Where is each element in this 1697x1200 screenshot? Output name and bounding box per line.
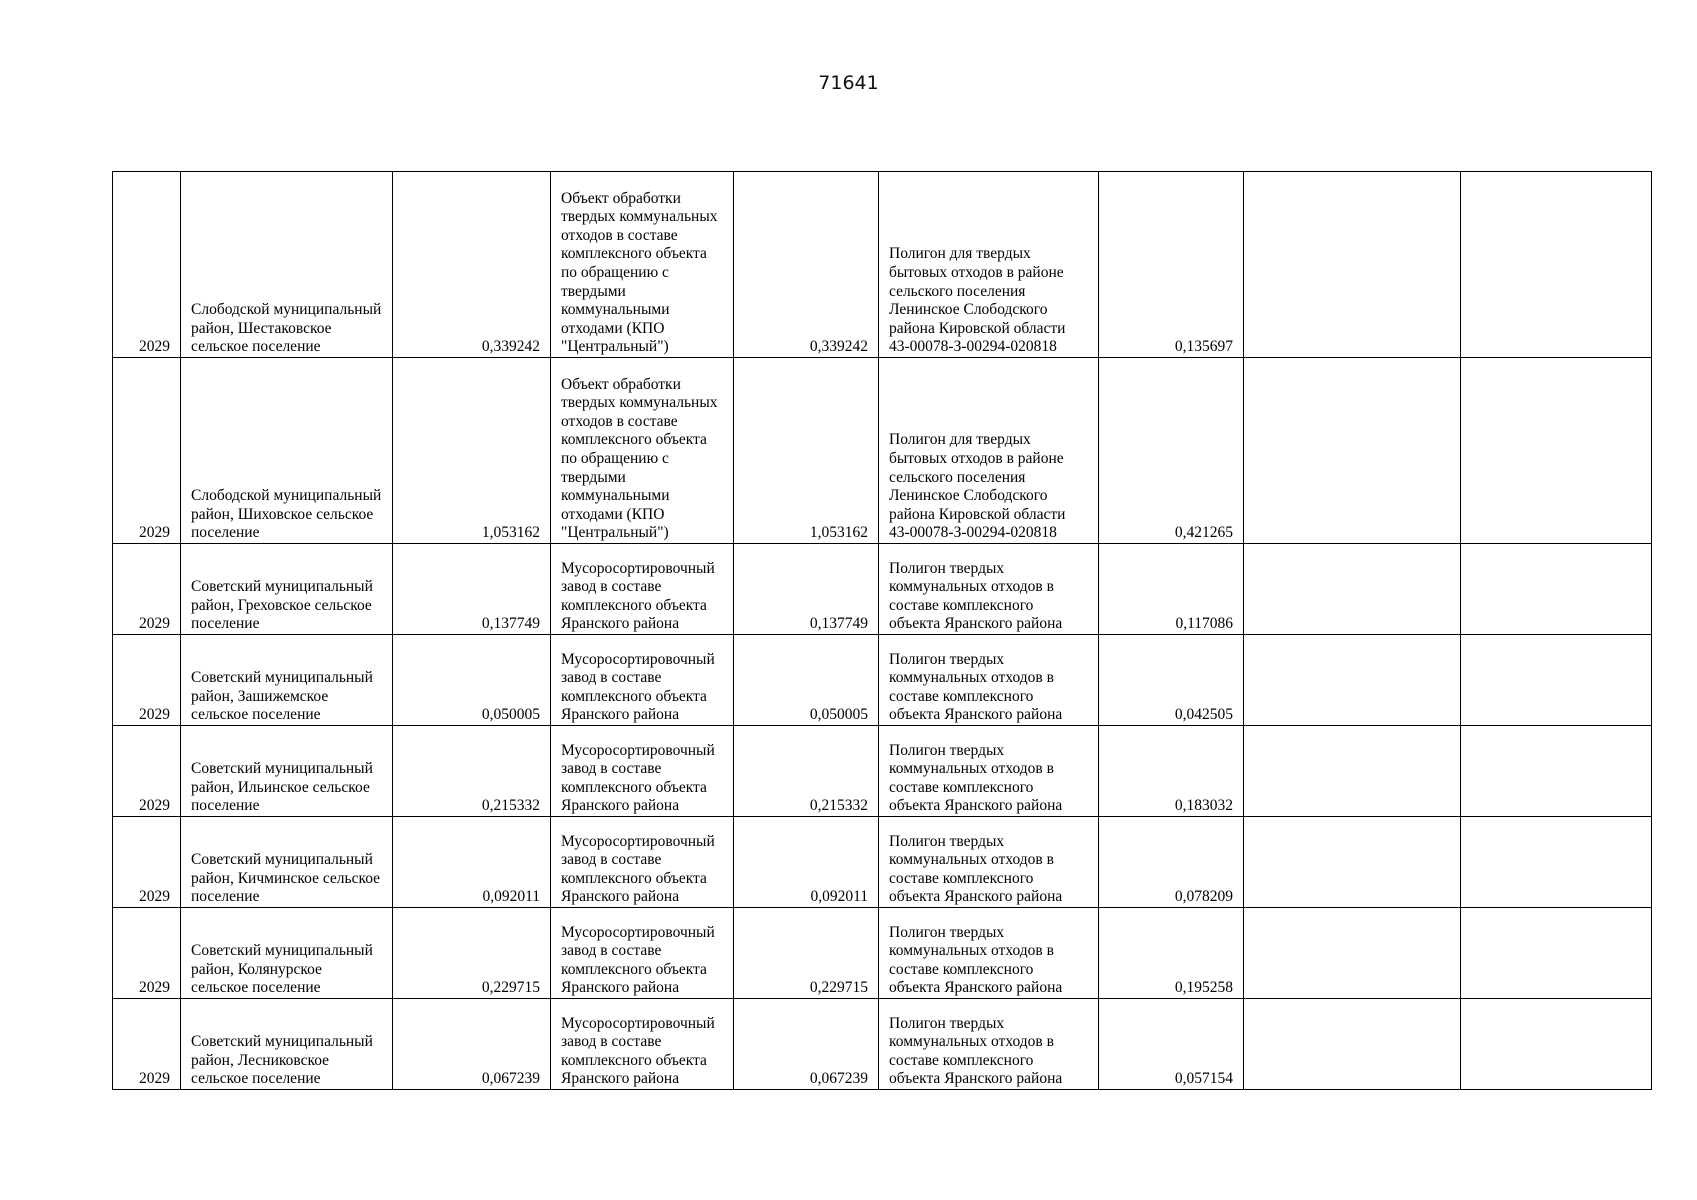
disposal-mass-cell: 0,183032 [1099,726,1244,817]
processing-object-cell: Мусоросортировочный завод в составе комплексного объекта Яранского района [551,999,734,1090]
empty-cell [1461,358,1652,544]
processing-object-cell: Мусоросортировочный завод в составе комплексного объекта Яранского района [551,544,734,635]
disposal-mass-cell: 0,117086 [1099,544,1244,635]
municipality-cell: Советский муниципальный район, Лесниковское сельское поселение [181,999,393,1090]
processing-mass-cell: 0,050005 [734,635,879,726]
processing-mass-cell: 0,339242 [734,172,879,358]
waste-mass-cell: 0,137749 [393,544,551,635]
table-row [113,544,1652,635]
disposal-mass-cell: 0,042505 [1099,635,1244,726]
empty-cell [1461,999,1652,1090]
municipality-cell: Советский муниципальный район, Колянурское сельское поселение [181,908,393,999]
year-cell: 2029 [113,726,181,817]
year-cell: 2029 [113,358,181,544]
year-cell: 2029 [113,999,181,1090]
processing-mass-cell: 1,053162 [734,358,879,544]
year-cell: 2029 [113,172,181,358]
waste-flow-table [112,171,1652,1090]
empty-cell [1461,817,1652,908]
disposal-object-cell: Полигон твердых коммунальных отходов в составе комплексного объекта Яранского района [879,635,1099,726]
empty-cell [1461,726,1652,817]
waste-mass-cell: 0,050005 [393,635,551,726]
municipality-cell: Советский муниципальный район, Ильинское сельское поселение [181,726,393,817]
waste-mass-cell: 0,092011 [393,817,551,908]
disposal-mass-cell: 0,057154 [1099,999,1244,1090]
empty-cell [1244,544,1461,635]
table-row [113,635,1652,726]
empty-cell [1244,817,1461,908]
empty-cell [1244,172,1461,358]
processing-mass-cell: 0,092011 [734,817,879,908]
year-cell: 2029 [113,908,181,999]
disposal-object-cell: Полигон для твердых бытовых отходов в районе сельского поселения Ленинское Слободского района Кировской области 43-00078-З-00294-020818 [879,358,1099,544]
processing-object-cell: Мусоросортировочный завод в составе комплексного объекта Яранского района [551,726,734,817]
municipality-cell: Советский муниципальный район, Зашижемское сельское поселение [181,635,393,726]
empty-cell [1244,358,1461,544]
table-row [113,817,1652,908]
table-row [113,726,1652,817]
disposal-mass-cell: 0,195258 [1099,908,1244,999]
table-row [113,999,1652,1090]
processing-mass-cell: 0,215332 [734,726,879,817]
processing-object-cell: Объект обработки твердых коммунальных отходов в составе комплексного объекта по обращению с твердыми коммунальными отходами (КПО "Центральный") [551,358,734,544]
disposal-object-cell: Полигон твердых коммунальных отходов в составе комплексного объекта Яранского района [879,817,1099,908]
disposal-mass-cell: 0,078209 [1099,817,1244,908]
empty-cell [1244,908,1461,999]
empty-cell [1461,635,1652,726]
disposal-object-cell: Полигон твердых коммунальных отходов в составе комплексного объекта Яранского района [879,544,1099,635]
page-number: 71641 [818,72,879,94]
disposal-object-cell: Полигон твердых коммунальных отходов в составе комплексного объекта Яранского района [879,726,1099,817]
disposal-mass-cell: 0,135697 [1099,172,1244,358]
municipality-cell: Советский муниципальный район, Греховское сельское поселение [181,544,393,635]
processing-object-cell: Объект обработки твердых коммунальных отходов в составе комплексного объекта по обращению с твердыми коммунальными отходами (КПО "Центральный") [551,172,734,358]
disposal-mass-cell: 0,421265 [1099,358,1244,544]
year-cell: 2029 [113,817,181,908]
empty-cell [1244,635,1461,726]
table-row [113,908,1652,999]
waste-mass-cell: 0,229715 [393,908,551,999]
processing-mass-cell: 0,067239 [734,999,879,1090]
table-row [113,172,1652,358]
municipality-cell: Слободской муниципальный район, Шиховское сельское поселение [181,358,393,544]
empty-cell [1244,726,1461,817]
waste-mass-cell: 1,053162 [393,358,551,544]
year-cell: 2029 [113,635,181,726]
processing-mass-cell: 0,137749 [734,544,879,635]
empty-cell [1461,908,1652,999]
table-row [113,358,1652,544]
disposal-object-cell: Полигон для твердых бытовых отходов в районе сельского поселения Ленинское Слободского района Кировской области 43-00078-З-00294-020818 [879,172,1099,358]
processing-mass-cell: 0,229715 [734,908,879,999]
waste-mass-cell: 0,215332 [393,726,551,817]
waste-mass-cell: 0,067239 [393,999,551,1090]
empty-cell [1461,172,1652,358]
municipality-cell: Советский муниципальный район, Кичминское сельское поселение [181,817,393,908]
disposal-object-cell: Полигон твердых коммунальных отходов в составе комплексного объекта Яранского района [879,908,1099,999]
municipality-cell: Слободской муниципальный район, Шестаковское сельское поселение [181,172,393,358]
year-cell: 2029 [113,544,181,635]
processing-object-cell: Мусоросортировочный завод в составе комплексного объекта Яранского района [551,817,734,908]
processing-object-cell: Мусоросортировочный завод в составе комплексного объекта Яранского района [551,908,734,999]
waste-mass-cell: 0,339242 [393,172,551,358]
processing-object-cell: Мусоросортировочный завод в составе комплексного объекта Яранского района [551,635,734,726]
empty-cell [1244,999,1461,1090]
empty-cell [1461,544,1652,635]
table-body [113,172,1652,1090]
disposal-object-cell: Полигон твердых коммунальных отходов в составе комплексного объекта Яранского района [879,999,1099,1090]
